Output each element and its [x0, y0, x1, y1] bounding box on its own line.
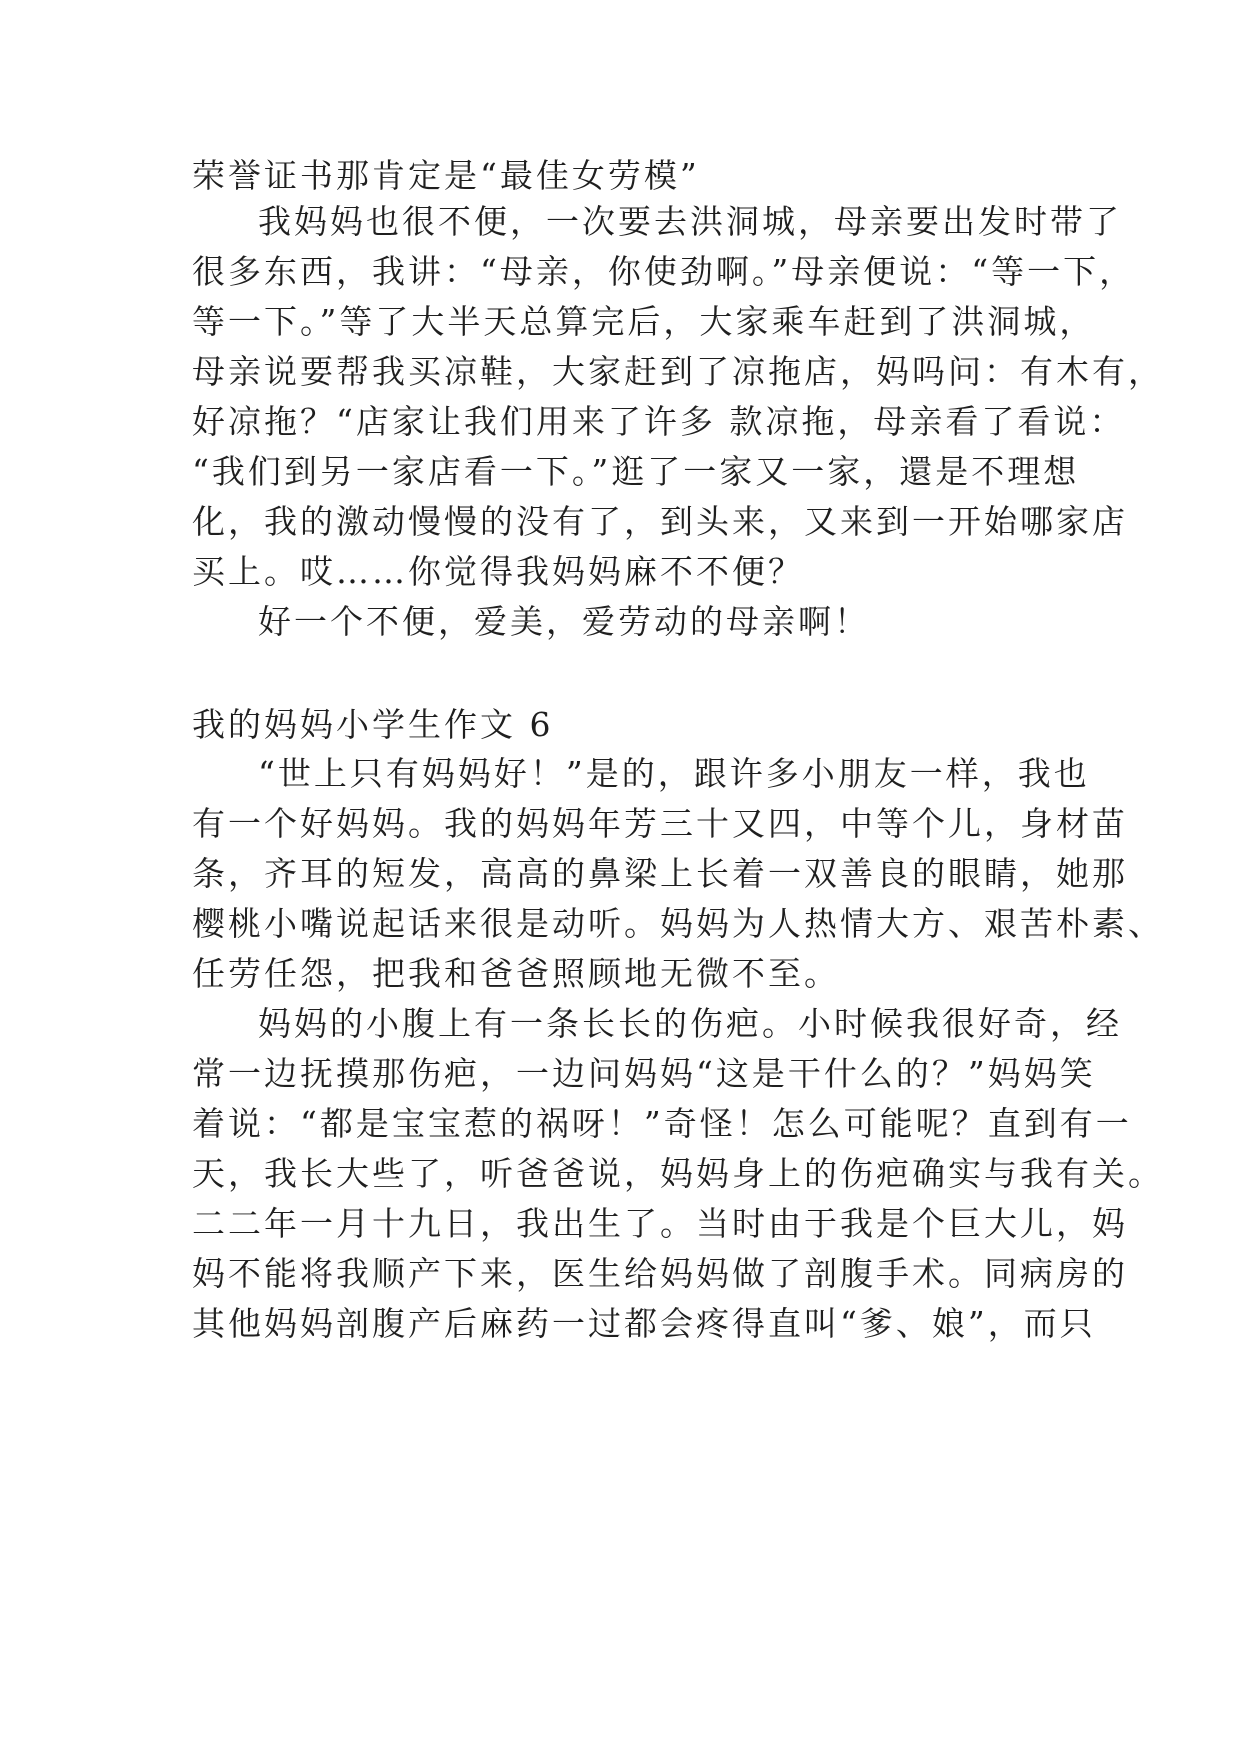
text-line: 很多东西，我讲：“母亲，你使劲啊。”母亲便说：“等一下，	[192, 252, 1136, 291]
text-line: 有一个好妈妈。我的妈妈年芳三十又四，中等个儿，身材苗	[192, 804, 1128, 843]
paragraph-start: 妈妈的小腹上有一条长长的伤疤。小时候我很好奇，经	[258, 1004, 1122, 1043]
text-line: 着说：“都是宝宝惹的祸呀！”奇怪！怎么可能呢？直到有一	[192, 1104, 1132, 1143]
text-line: 母亲说要帮我买凉鞋，大家赶到了凉拖店，妈吗问：有木有，	[192, 352, 1164, 391]
paragraph-start: 我妈妈也很不便，一次要去洪洞城，母亲要出发时带了	[258, 202, 1122, 241]
paragraph-start: “世上只有妈妈好！”是的，跟许多小朋友一样，我也	[258, 754, 1090, 793]
text-line: “我们到另一家店看一下。”逛了一家又一家，還是不理想	[192, 452, 1080, 491]
text-line: 任劳任怨，把我和爸爸照顾地无微不至。	[192, 954, 840, 993]
paragraph-start: 好一个不便，爱美，爱劳动的母亲啊！	[258, 602, 870, 641]
text-line: 樱桃小嘴说起话来很是动听。妈妈为人热情大方、艰苦朴素、	[192, 904, 1164, 943]
text-line: 等一下。”等了大半天总算完后，大家乘车赶到了洪洞城，	[192, 302, 1096, 341]
text-line: 买上。哎……你觉得我妈妈麻不不便？	[192, 552, 804, 591]
text-line: 其他妈妈剖腹产后麻药一过都会疼得直叫“爹、娘”，而只	[192, 1304, 1096, 1343]
text-line: 条，齐耳的短发，高高的鼻梁上长着一双善良的眼睛，她那	[192, 854, 1128, 893]
text-line: 天，我长大些了，听爸爸说，妈妈身上的伤疤确实与我有关。	[192, 1154, 1164, 1193]
text-line: 化，我的激动慢慢的没有了，到头来，又来到一开始哪家店	[192, 502, 1128, 541]
section-title: 我的妈妈小学生作文 6	[192, 705, 554, 744]
text-line: 常一边抚摸那伤疤，一边问妈妈“这是干什么的？”妈妈笑	[192, 1054, 1096, 1093]
text-line: 二二年一月十九日，我出生了。当时由于我是个巨大儿，妈	[192, 1204, 1128, 1243]
text-line: 好凉拖？“店家让我们用来了许多 款凉拖，母亲看了看说：	[192, 402, 1126, 441]
text-line: 荣誉证书那肯定是“最佳女劳模”	[192, 156, 700, 195]
text-line: 妈不能将我顺产下来，医生给妈妈做了剖腹手术。同病房的	[192, 1254, 1128, 1293]
